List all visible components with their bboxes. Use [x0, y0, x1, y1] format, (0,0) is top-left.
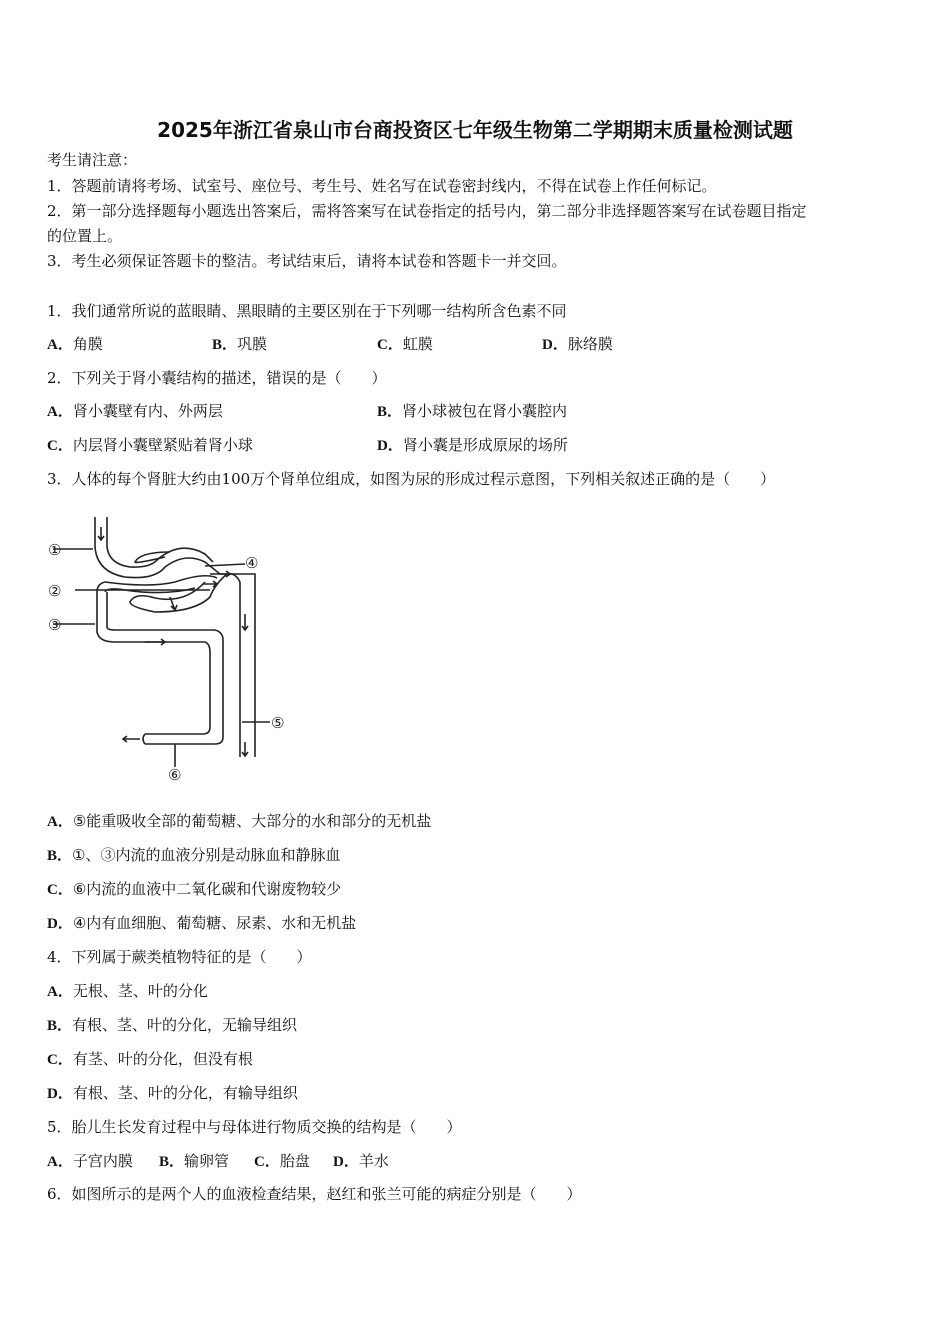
notice-item: 1．答题前请将考场、试室号、座位号、考生号、姓名写在试卷密封线内，不得在试卷上作任何标记。: [47, 177, 717, 195]
option-c: C．有茎、叶的分化，但没有根: [47, 1050, 253, 1068]
option-c: C．⑥内流的血液中二氧化碳和代谢废物较少: [47, 880, 342, 898]
option-d: D．脉络膜: [542, 335, 613, 353]
nephron-diagram: [45, 512, 295, 787]
question-stem: 5．胎儿生长发育过程中与母体进行物质交换的结构是（ ）: [47, 1118, 462, 1136]
question-stem: 3．人体的每个肾脏大约由100万个肾单位组成，如图为尿的形成过程示意图，下列相关叙述正确的是（ ）: [47, 470, 776, 488]
option-a: A．角膜: [47, 335, 103, 353]
option-c: C．内层肾小囊壁紧贴着肾小球: [47, 436, 253, 454]
option-a: A．无根、茎、叶的分化: [47, 982, 208, 1000]
option-c: C．胎盘: [254, 1152, 310, 1170]
option-b: B．肾小球被包在肾小囊腔内: [377, 402, 568, 420]
option-d: D．有根、茎、叶的分化，有输导组织: [47, 1084, 298, 1102]
label-3: ③: [48, 616, 62, 634]
page-title: 2025年浙江省泉山市台商投资区七年级生物第二学期期末质量检测试题: [157, 118, 793, 142]
question-stem: 6．如图所示的是两个人的血液检查结果，赵红和张兰可能的病症分别是（ ）: [47, 1185, 582, 1203]
option-b: B．有根、茎、叶的分化，无输导组织: [47, 1016, 298, 1034]
label-5: ⑤: [271, 714, 285, 732]
option-a: A．⑤能重吸收全部的葡萄糖、大部分的水和部分的无机盐: [47, 812, 432, 830]
option-c: C．虹膜: [377, 335, 433, 353]
label-6: ⑥: [168, 766, 182, 784]
notice-item: 3．考生必须保证答题卡的整洁。考试结束后，请将本试卷和答题卡一并交回。: [47, 252, 567, 270]
label-4: ④: [245, 554, 259, 572]
notice-item: 2．第一部分选择题每小题选出答案后，需将答案写在试卷指定的括号内，第二部分非选择题答案写在试卷题目指定: [47, 202, 807, 220]
notice-heading: 考生请注意：: [47, 151, 138, 169]
label-1: ①: [48, 541, 62, 559]
question-stem: 2．下列关于肾小囊结构的描述，错误的是（ ）: [47, 369, 387, 387]
label-2: ②: [48, 582, 62, 600]
option-b: B．输卵管: [159, 1152, 230, 1170]
option-d: D．肾小囊是形成原尿的场所: [377, 436, 568, 454]
option-a: A．肾小囊壁有内、外两层: [47, 402, 223, 420]
question-stem: 4．下列属于蕨类植物特征的是（ ）: [47, 948, 312, 966]
option-d: D．④内有血细胞、葡萄糖、尿素、水和无机盐: [47, 914, 357, 932]
option-b: B．巩膜: [212, 335, 268, 353]
question-stem: 1．我们通常所说的蓝眼睛、黑眼睛的主要区别在于下列哪一结构所含色素不同: [47, 302, 567, 320]
notice-item: 的位置上。: [47, 227, 123, 245]
option-a: A．子宫内膜: [47, 1152, 133, 1170]
option-d: D．羊水: [333, 1152, 389, 1170]
option-b: B．①、③内流的血液分别是动脉血和静脉血: [47, 846, 341, 864]
